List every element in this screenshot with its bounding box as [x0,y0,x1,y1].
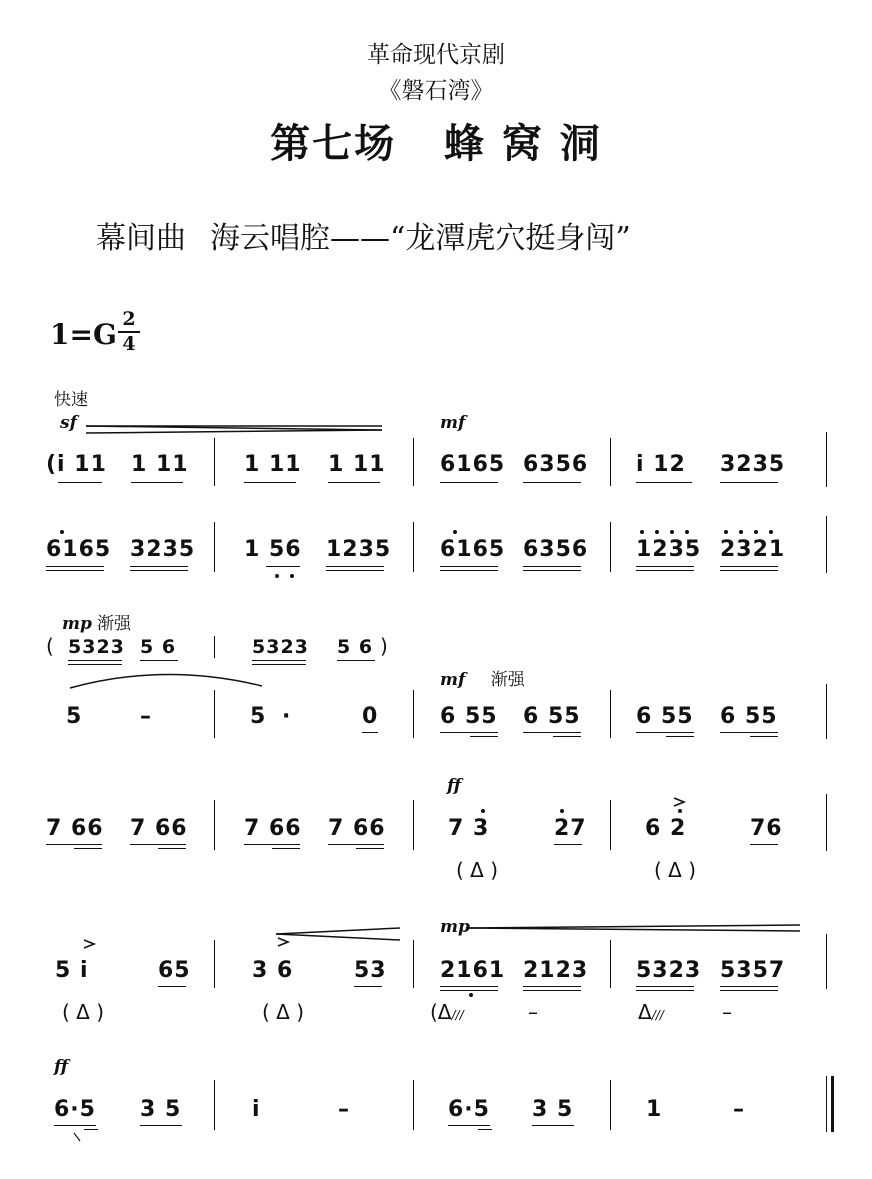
barline [610,690,611,738]
underline [244,844,300,845]
s4-b1-beat2: 7 66 [130,816,188,841]
underline [354,986,382,987]
s4-b3-beat1: 7 3 [448,816,490,841]
barline [214,636,215,658]
underline [84,1129,98,1130]
s1-b4-beat1: i 12 [636,452,686,477]
underline [440,990,498,991]
underline [532,1125,574,1126]
s3-upper-b1-beat2: 5 6 [140,636,177,658]
underline [720,986,778,987]
barline [826,684,827,739]
s5-b1-beat1: 5 i [55,958,89,983]
s1-b1-beat2: 1 11 [131,452,189,477]
s3-b2-note: 5 [250,704,267,729]
underline [636,566,694,567]
underline [252,660,306,661]
underline [636,986,694,987]
s5-b2-beat2: 53 [354,958,387,983]
s6-b3-beat2: 3 5 [532,1097,574,1122]
s5-b3-dash: – [528,1000,538,1024]
s3-b3-beat2: 6 55 [523,704,581,729]
underline [337,660,375,661]
underline [58,482,102,483]
underline [130,844,186,845]
high-dot [678,809,682,813]
underline [440,566,498,567]
underline [636,990,694,991]
tempo-marking: 快速 [54,390,88,410]
underline [636,570,694,571]
underline [356,848,384,849]
s2-b2-beat2: 1235 [326,537,392,562]
upper-open-paren: ( [46,634,54,658]
s5-b3-percussion-tremolo [430,1000,464,1024]
underline [720,482,778,483]
s3-direction [62,609,131,634]
low-dot [275,574,279,578]
s4-b3-beat2: 27 [554,816,587,841]
s3-b3-beat1: 6 55 [440,704,498,729]
underline [328,482,380,483]
dynamic-ff-2: ff [54,1057,69,1077]
perc-open: (Δ [430,1000,452,1024]
underline [46,844,102,845]
low-dot [290,574,294,578]
dynamic-sf: sf [60,413,77,433]
s3-direction-2 [440,665,525,690]
s6-b2-note: i [252,1097,261,1122]
high-dot [769,530,773,534]
underline [554,844,582,845]
barline [413,800,414,850]
barline [610,522,611,572]
s1-b2-beat1: 1 11 [244,452,302,477]
aria-title: 海云唱腔——“龙潭虎穴挺身闯” [210,221,631,256]
high-dot [560,809,564,813]
underline [750,736,778,737]
underline [140,660,178,661]
underline [244,482,296,483]
s5-b1-beat2: 65 [158,958,191,983]
key-signature: 1=G [50,318,117,351]
s1-b2-beat2: 1 11 [328,452,386,477]
s2-b1-beat1: 6165 [46,537,112,562]
s6-b3-beat1: 6·5 [448,1097,490,1122]
underline [666,736,694,737]
s1-b3-beat2: 6356 [523,452,589,477]
s1-b4-beat2: 3235 [720,452,786,477]
s5-b3-beat1: 2161 [440,958,506,983]
underline [68,664,122,665]
barline [413,522,414,572]
barline [413,438,414,486]
underline [362,732,378,733]
underline [440,986,498,987]
underline [140,1125,182,1126]
underline [523,986,581,987]
dynamic-mf-2: mf [440,670,466,690]
underline [523,570,581,571]
s3-upper-b1-beat1: 5323 [68,636,125,658]
s5-b3-beat2: 2123 [523,958,589,983]
s5-b4-beat1: 5323 [636,958,702,983]
underline [553,736,581,737]
underline [523,482,581,483]
underline [523,732,581,733]
tick-mark [74,1133,80,1141]
s4-b2-beat1: 7 66 [244,816,302,841]
barline [413,690,414,738]
underline [523,566,581,567]
s5-b4-beat2: 5357 [720,958,786,983]
barline [610,438,611,486]
underline [272,848,300,849]
s2-b2-beat1: 1 56 [244,537,302,562]
underline [54,1125,96,1126]
decrescendo-hairpin [276,928,400,940]
s4-b3-percussion: ( Δ ) [456,858,499,882]
barline [214,522,215,572]
s6-b1-beat2: 3 5 [140,1097,182,1122]
slur-system3 [70,674,262,688]
underline [720,990,778,991]
underline [74,848,102,849]
s3-b2-rest: 0 [362,704,379,729]
high-dot [670,530,674,534]
s2-b4-beat1: 1235 [636,537,702,562]
time-top: 2 [122,308,136,330]
underline [158,848,186,849]
underline [326,570,384,571]
dynamic-mp-1: mp [62,614,92,634]
barline [826,794,827,851]
s4-b1-beat1: 7 66 [46,816,104,841]
s5-b4-percussion-tremolo [638,1000,664,1024]
barline [610,800,611,850]
s5-b1-percussion: ( Δ ) [62,1000,105,1024]
s6-b4-note: 1 [646,1097,663,1122]
crescendo-hairpin-1 [86,426,382,433]
high-dot [453,530,457,534]
s4-b4-beat2: 76 [750,816,783,841]
dynamic-mp-2: mp [440,917,470,937]
opera-type: 革命现代京剧 [367,42,505,68]
tremolo-mark: /// [451,1008,464,1022]
high-dot [60,530,64,534]
s3-b1-dash: – [140,704,152,729]
barline [413,940,414,988]
s3-upper-b2-beat2: 5 6 [337,636,374,658]
underline [636,482,692,483]
underline [470,736,498,737]
time-bottom: 4 [122,333,136,355]
underline [440,482,498,483]
underline [440,732,498,733]
underline [68,660,122,661]
underline [266,566,300,567]
s6-b4-dash: – [733,1097,745,1122]
barline [413,1080,414,1130]
s4-b4-beat1: 6 2 [645,816,687,841]
underline [478,1129,492,1130]
underline [131,482,183,483]
barline [214,800,215,850]
s3-b4-beat2: 6 55 [720,704,778,729]
high-dot [640,530,644,534]
high-dot [739,530,743,534]
s5-b4-dash: – [722,1000,732,1024]
underline [720,732,778,733]
upper-close-paren: ) [380,634,388,658]
s2-b3-beat2: 6356 [523,537,589,562]
barline [826,516,827,573]
underline [523,990,581,991]
underline [46,566,104,567]
piece-type: 幕间曲 [96,221,186,256]
s3-upper-b2-beat1: 5323 [252,636,309,658]
high-dot [655,530,659,534]
perc-sym: Δ [638,1000,652,1024]
underline [326,566,384,567]
barline [826,432,827,487]
s2-b4-beat2: 2321 [720,537,786,562]
high-dot [481,809,485,813]
dynamic-mf-1: mf [440,413,466,433]
underline [158,986,186,987]
underline [636,732,694,733]
s4-b4-percussion: ( Δ ) [654,858,697,882]
s3-b1-note: 5 [66,704,83,729]
high-dot [685,530,689,534]
underline [252,664,306,665]
dynamic-ff-1: ff [447,776,462,796]
underline [328,844,384,845]
s2-b3-beat1: 6165 [440,537,506,562]
underline [130,566,188,567]
barline [214,438,215,486]
underline [750,844,778,845]
barline [214,1080,215,1130]
s1-b3-beat1: 6165 [440,452,506,477]
underline [720,566,778,567]
s4-b2-beat2: 7 66 [328,816,386,841]
tremolo-mark: /// [651,1008,664,1022]
high-dot [724,530,728,534]
underline [448,1125,490,1126]
s3-b4-beat1: 6 55 [636,704,694,729]
final-barline-thin [826,1076,827,1132]
s1-b1-beat1: (i 11 [46,452,107,477]
underline [46,570,104,571]
s5-b2-percussion: ( Δ ) [262,1000,305,1024]
scene-label: 第七场 [270,121,397,167]
barline [610,1080,611,1130]
scene-name: 蜂 窝 洞 [443,121,602,167]
underline [130,570,188,571]
crescendo-text-1: 渐强 [96,614,131,634]
barline [214,940,215,988]
s2-b1-beat2: 3235 [130,537,196,562]
underline [440,570,498,571]
final-barline-thick [831,1076,834,1132]
crescendo-hairpin-2 [466,925,800,931]
s3-b2-dot: · [282,704,292,729]
crescendo-text-2: 渐强 [490,670,525,690]
underline [720,570,778,571]
low-dot [469,993,473,997]
s6-b1-beat1: 6·5 [54,1097,96,1122]
s6-b2-dash: – [338,1097,350,1122]
high-dot [754,530,758,534]
barline [826,934,827,989]
s5-b2-beat1: 3 6 [252,958,294,983]
work-title: 《磐石湾》 [378,78,494,104]
barline [610,940,611,988]
barline [214,690,215,738]
